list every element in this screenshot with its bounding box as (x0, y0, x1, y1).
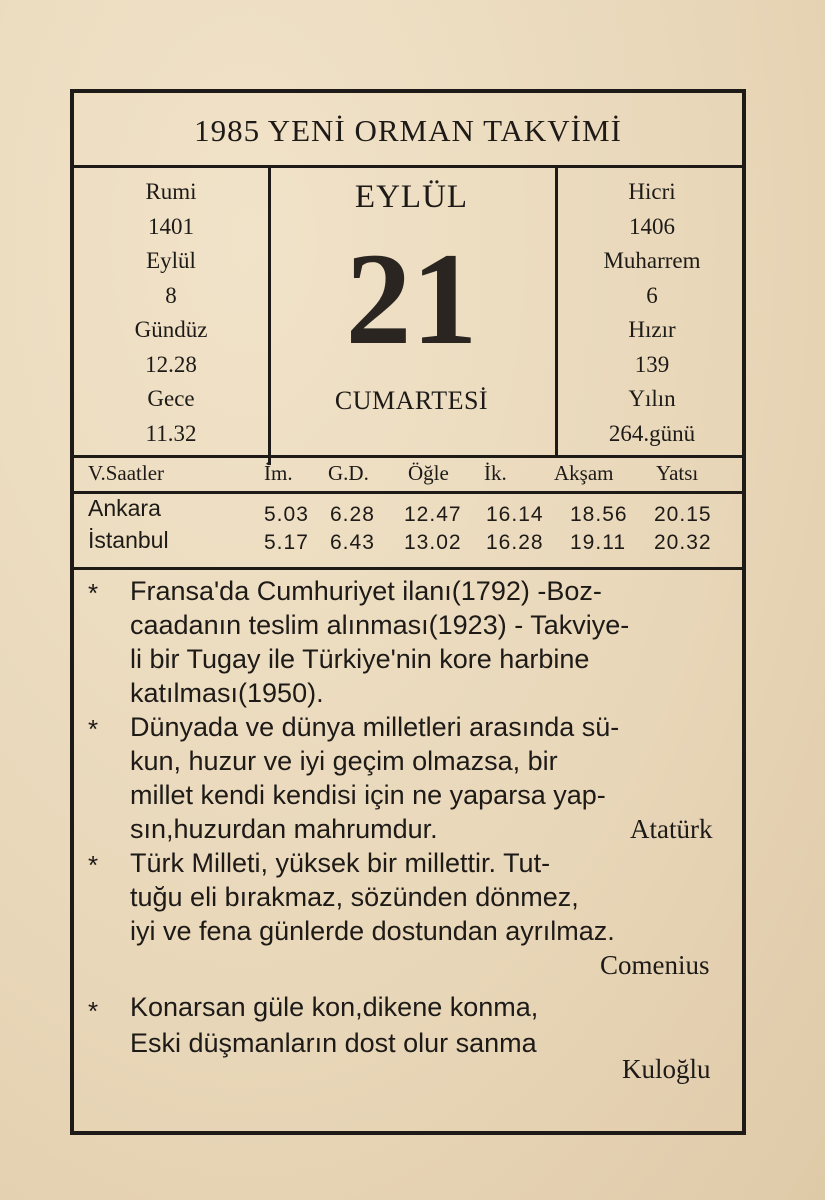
note-line: Türk Milleti, yüksek bir millettir. Tut- (130, 848, 551, 878)
note-line: Dünyada ve dünya milletleri arasında sü- (130, 712, 620, 742)
day-length-label: Gündüz (134, 317, 208, 342)
night-length-label: Gece (147, 386, 195, 411)
bullet-star: * (88, 714, 99, 744)
header-sunrise: G.D. (328, 461, 369, 485)
note-line: katılması(1950). (130, 678, 324, 708)
rumi-column (74, 165, 271, 465)
prayer-times-table (74, 491, 742, 570)
time-cell: 13.02 (404, 531, 462, 554)
night-length-value: 11.32 (145, 420, 197, 446)
note-line: Eski düşmanların dost olur sanma (130, 1028, 537, 1058)
day-number: 21 (345, 225, 478, 372)
note-line: li bir Tugay ile Türkiye'nin kore harbine (130, 644, 590, 674)
time-cell: 6.43 (330, 531, 375, 554)
time-cell: 16.28 (486, 531, 544, 554)
rumi-day: 8 (165, 282, 177, 308)
year-day-label: Yılın (628, 386, 676, 411)
note-line: Fransa'da Cumhuriyet ilanı(1792) -Boz- (130, 576, 602, 606)
hijri-column (558, 165, 746, 465)
hizir-label: Hızır (628, 317, 676, 342)
bullet-star: * (88, 850, 99, 880)
time-cell: 19.11 (570, 531, 626, 554)
time-cell: 18.56 (570, 503, 628, 526)
note-line: millet kendi kendisi için ne yaparsa yap- (130, 780, 606, 810)
calendar-page (70, 89, 746, 1135)
hijri-month: Muharrem (603, 248, 701, 273)
hizir-value: 139 (634, 351, 670, 377)
day-length-value: 12.28 (145, 351, 197, 377)
time-cell: 5.17 (264, 531, 309, 554)
hijri-year: 1406 (629, 213, 675, 239)
header-label: V.Saatler (88, 461, 165, 485)
header-night: Yatsı (656, 461, 699, 485)
month-name: EYLÜL (354, 179, 469, 215)
note-line: caadanın teslim alınması(1923) - Takviye- (130, 610, 630, 640)
time-cell: 6.28 (330, 503, 375, 526)
time-cell: 20.15 (654, 503, 712, 526)
rumi-year: 1401 (148, 213, 194, 239)
time-cell: 16.14 (486, 503, 544, 526)
rumi-month: Eylül (146, 248, 196, 273)
time-cell: 5.03 (264, 503, 309, 526)
city-ankara: Ankara (88, 495, 161, 521)
weekday-name: CUMARTESİ (334, 386, 489, 415)
time-cell: 12.47 (404, 503, 462, 526)
header-imsak: İm. (264, 461, 293, 485)
prayer-times-header (74, 455, 742, 494)
time-cell: 20.32 (654, 531, 712, 554)
rumi-label: Rumi (145, 179, 197, 204)
note-line: Konarsan güle kon,dikene konma, (130, 992, 539, 1022)
header-noon: Öğle (408, 461, 449, 485)
note-author-comenius: Comenius (600, 950, 710, 980)
bullet-star: * (88, 578, 99, 608)
date-block (74, 165, 742, 458)
note-line: kun, huzur ve iyi geçim olmazsa, bir (130, 746, 558, 776)
note-author-ataturk: Atatürk (630, 814, 713, 844)
header-evening: Akşam (554, 461, 614, 485)
note-line: sın,huzurdan mahrumdur. (130, 814, 438, 844)
year-day-value: 264.günü (608, 420, 696, 446)
header-afternoon: İk. (484, 461, 507, 485)
hijri-day: 6 (646, 282, 658, 308)
note-line: tuğu eli bırakmaz, sözünden dönmez, (130, 882, 579, 912)
city-istanbul: İstanbul (88, 527, 169, 553)
bullet-star: * (88, 996, 99, 1026)
main-date (268, 165, 558, 455)
note-line: iyi ve fena günlerde dostundan ayrılmaz. (130, 916, 615, 946)
hijri-label: Hicri (628, 179, 676, 204)
note-author-kuloglu: Kuloğlu (622, 1054, 711, 1084)
calendar-title: 1985 YENİ ORMAN TAKVİMİ (74, 93, 742, 168)
